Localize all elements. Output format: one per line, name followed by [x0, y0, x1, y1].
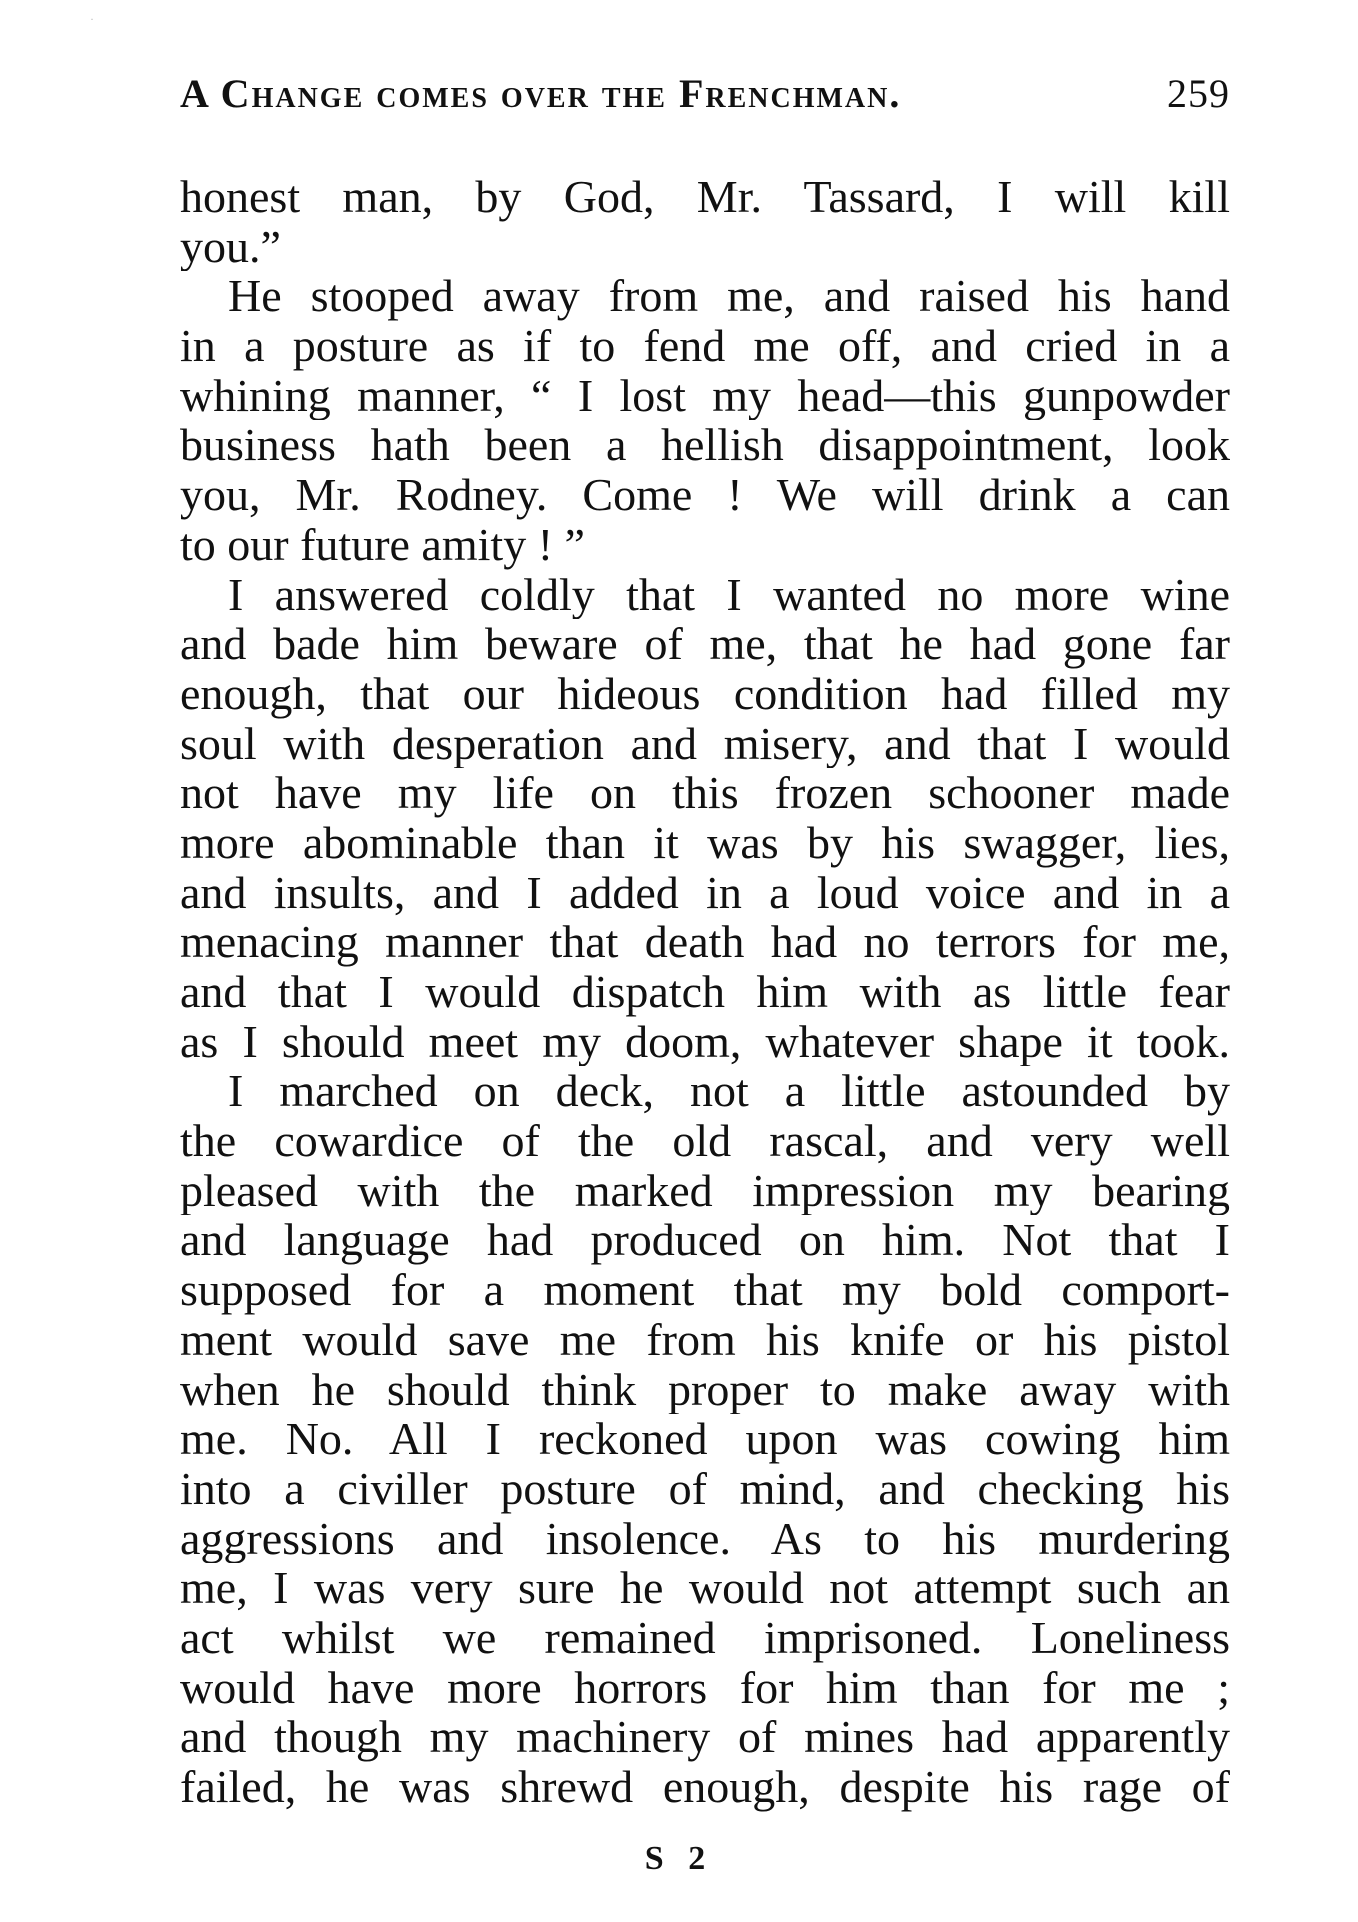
body-text — [180, 172, 1230, 1812]
text-line: menacing manner that death had no terrors for me, — [180, 917, 1230, 967]
text-line: the cowardice of the old rascal, and very well — [180, 1116, 1230, 1166]
text-line: would have more horrors for him than for me ; — [180, 1662, 1230, 1713]
text-line: aggressions and insolence. As to his murdering — [180, 1513, 1230, 1564]
text-line: to our future amity ! ” — [180, 519, 585, 570]
text-line: more abominable than it was by his swagger, lies, — [180, 817, 1230, 868]
page-number: 259 — [1167, 71, 1230, 116]
paper-speck: · — [90, 12, 94, 26]
text-line: and language had produced on him. Not that I — [180, 1215, 1230, 1266]
text-line: when he should think proper to make away with — [180, 1364, 1230, 1415]
text-line: soul with desperation and misery, and that I would — [180, 718, 1230, 769]
text-line: enough, that our hideous condition had filled my — [180, 668, 1230, 719]
text-line: into a civiller posture of mind, and checking his — [180, 1463, 1230, 1514]
text-line: He stooped away from me, and raised his hand — [228, 271, 1230, 322]
text-line: me, I was very sure he would not attempt such an — [180, 1563, 1230, 1613]
text-line: you.” — [180, 221, 281, 272]
text-line: and that I would dispatch him with as little fear — [180, 967, 1230, 1017]
text-line: business hath been a hellish disappointment, look — [180, 420, 1230, 471]
text-line: in a posture as if to fend me off, and cried in a — [180, 321, 1230, 371]
text-line: act whilst we remained imprisoned. Loneliness — [180, 1612, 1230, 1663]
running-title: A Change comes over the Frenchman. — [180, 71, 902, 116]
text-line: as I should meet my doom, whatever shape it took. — [180, 1016, 1230, 1067]
text-line: whining manner, “ I lost my head—this gunpowder — [180, 370, 1230, 421]
text-line: pleased with the marked impression my bearing — [180, 1165, 1230, 1216]
text-line: and insults, and I added in a loud voice and in a — [180, 867, 1230, 918]
text-line: I answered coldly that I wanted no more wine — [228, 569, 1230, 620]
text-line: me. No. All I reckoned upon was cowing him — [180, 1414, 1230, 1464]
text-line: honest man, by God, Mr. Tassard, I will kill — [180, 172, 1230, 222]
signature-mark: S 2 — [644, 1840, 714, 1877]
running-header — [180, 70, 1230, 130]
text-line: ment would save me from his knife or his pistol — [180, 1314, 1230, 1365]
text-line: and bade him beware of me, that he had gone far — [180, 619, 1230, 669]
text-line: and though my machinery of mines had apparently — [180, 1712, 1230, 1762]
text-line: failed, he was shrewd enough, despite his rage of — [180, 1762, 1230, 1812]
text-line: supposed for a moment that my bold comport- — [180, 1265, 1230, 1315]
text-line: not have my life on this frozen schooner made — [180, 768, 1230, 818]
text-line: you, Mr. Rodney. Come ! We will drink a can — [180, 470, 1230, 520]
text-line: I marched on deck, not a little astounded by — [228, 1066, 1230, 1117]
